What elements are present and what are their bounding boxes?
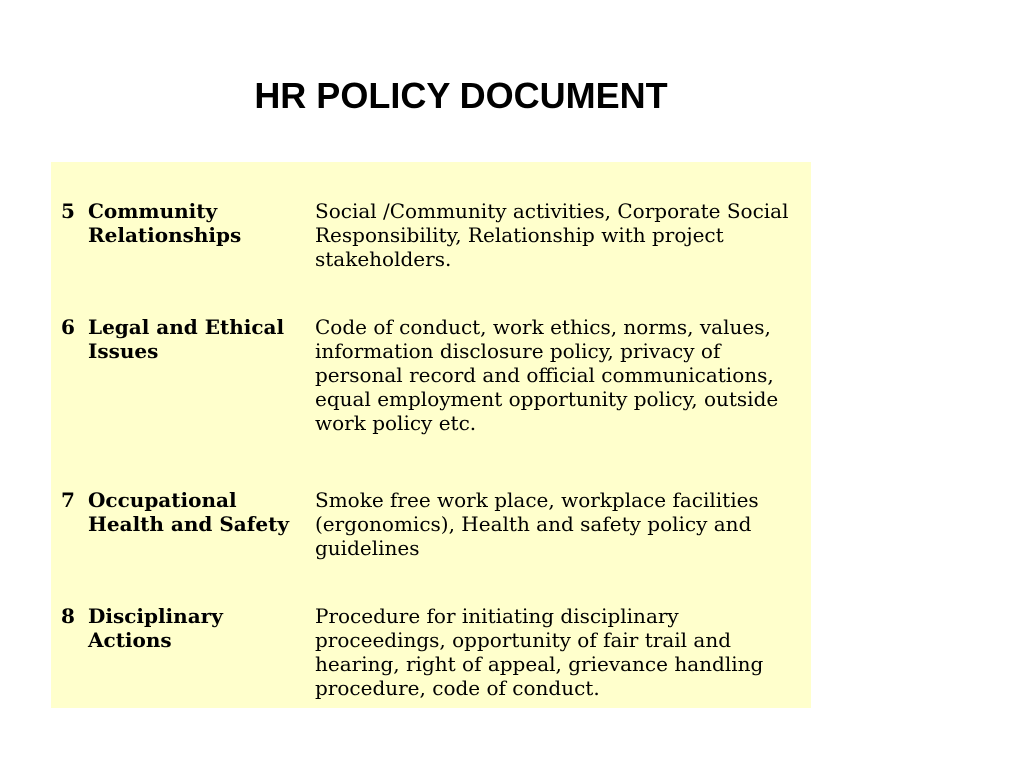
row-number: 7 xyxy=(61,488,75,512)
page-title: HR POLICY DOCUMENT xyxy=(254,75,668,116)
row-number: 5 xyxy=(61,199,75,223)
row-topic: Community Relationships xyxy=(88,199,242,247)
policy-table xyxy=(51,162,811,708)
row-description: Social /Community activities, Corporate Social Responsibility, Relationship with project stakeholders. xyxy=(315,199,789,271)
row-description: Smoke free work place, workplace facilities (ergonomics), Health and safety policy and guidelines xyxy=(315,488,759,560)
row-description: Procedure for initiating disciplinary proceedings, opportunity of fair trail and hearing, right of appeal, grievance handling procedure, code of conduct. xyxy=(315,604,764,700)
row-description: Code of conduct, work ethics, norms, values, information disclosure policy, privacy of personal record and official communications, equal employment opportunity policy, outside work policy etc. xyxy=(315,315,779,435)
row-topic: Legal and Ethical Issues xyxy=(88,315,285,363)
row-number: 8 xyxy=(61,604,75,628)
row-number: 6 xyxy=(61,315,75,339)
row-topic: Disciplinary Actions xyxy=(88,604,223,652)
row-topic: Occupational Health and Safety xyxy=(88,488,289,536)
